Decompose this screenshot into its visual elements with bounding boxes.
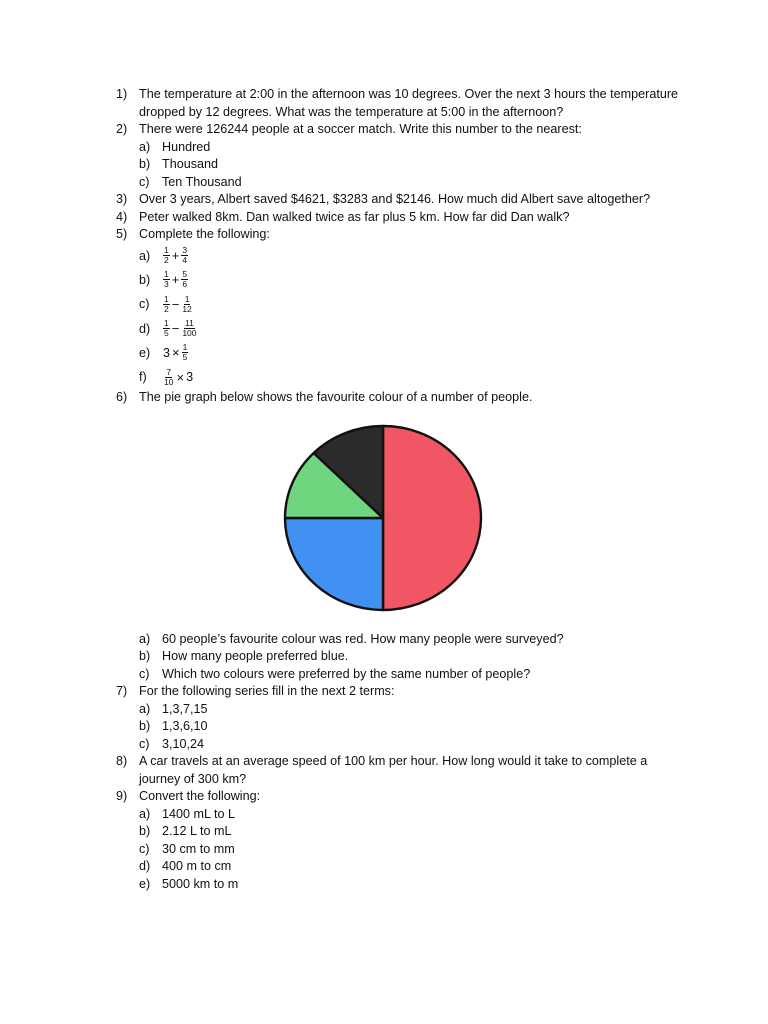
numerator: 1 bbox=[164, 293, 169, 304]
question-9-part-a bbox=[0, 806, 768, 824]
part-label: b) bbox=[139, 272, 151, 287]
part-label: b) bbox=[139, 649, 151, 664]
part-label: d) bbox=[139, 321, 151, 336]
pie-slice-red bbox=[383, 426, 481, 610]
part-label: c) bbox=[139, 666, 150, 681]
denominator: 10 bbox=[164, 376, 174, 387]
fraction bbox=[181, 270, 188, 289]
denominator: 5 bbox=[164, 328, 169, 339]
denominator: 12 bbox=[182, 303, 192, 314]
part-text: 60 people’s favourite colour was red. How many people were surveyed? bbox=[162, 631, 564, 646]
question-text: For the following series fill in the next 2 terms: bbox=[139, 684, 395, 699]
numerator: 11 bbox=[185, 318, 194, 329]
question-number: 2) bbox=[116, 122, 128, 136]
question-number: 6) bbox=[116, 390, 128, 405]
question-text: Over 3 years, Albert saved $4621, $3283 and $2146. How much did Albert save altogether? bbox=[139, 192, 651, 206]
part-text: 2.12 L to mL bbox=[162, 824, 232, 839]
numerator: 1 bbox=[164, 318, 169, 329]
question-8 bbox=[0, 753, 768, 788]
question-text: The pie graph below shows the favourite colour of a number of people. bbox=[139, 390, 533, 405]
part-text: Ten Thousand bbox=[162, 174, 242, 189]
question-text: A car travels at an average speed of 100 km per hour. How long would it take to complete a journey of 300 km? bbox=[139, 754, 648, 786]
operator: − bbox=[171, 321, 180, 337]
numerator: 1 bbox=[184, 293, 190, 304]
pie-chart bbox=[270, 415, 496, 621]
part-text: 1400 mL to L bbox=[162, 806, 236, 821]
question-2-part-c bbox=[0, 174, 768, 192]
question-5-part-b bbox=[0, 268, 768, 292]
fraction bbox=[163, 295, 170, 314]
question-text: There were 126244 people at a soccer match. Write this number to the nearest: bbox=[139, 122, 582, 136]
question-4 bbox=[0, 209, 768, 227]
question-9-part-c bbox=[0, 841, 768, 859]
question-6 bbox=[0, 389, 768, 407]
fraction bbox=[181, 319, 197, 338]
part-text: 30 cm to mm bbox=[162, 841, 235, 856]
question-5-part-e bbox=[0, 341, 768, 365]
question-text: Peter walked 8km. Dan walked twice as far plus 5 km. How far did Dan walk? bbox=[139, 209, 570, 224]
part-label: a) bbox=[139, 806, 151, 821]
question-5 bbox=[0, 226, 768, 244]
operator: × bbox=[172, 345, 180, 361]
question-2-part-b bbox=[0, 156, 768, 174]
pie-slice-blue bbox=[285, 518, 383, 610]
question-2 bbox=[0, 121, 768, 139]
part-text: Thousand bbox=[162, 157, 219, 171]
question-text: The temperature at 2:00 in the afternoon was 10 degrees. Over the next 3 hours the temperature dropped by 12 degrees. What was the temperature at 5:00 in the afternoon? bbox=[139, 87, 679, 119]
fraction bbox=[181, 246, 188, 265]
part-label: e) bbox=[139, 345, 151, 360]
question-number: 4) bbox=[116, 209, 128, 224]
part-label: c) bbox=[139, 736, 150, 751]
question-7-part-b bbox=[0, 718, 768, 736]
numerator: 1 bbox=[164, 245, 169, 256]
part-label: a) bbox=[139, 139, 151, 154]
part-text: Which two colours were preferred by the same number of people? bbox=[162, 666, 531, 681]
worksheet bbox=[0, 86, 768, 893]
fraction bbox=[163, 368, 174, 387]
question-number: 1) bbox=[116, 87, 128, 101]
part-label: c) bbox=[139, 297, 150, 312]
denominator: 100 bbox=[182, 328, 197, 339]
operator: × bbox=[176, 369, 185, 385]
question-5-part-d bbox=[0, 316, 768, 340]
part-text: 3,10,24 bbox=[162, 736, 205, 751]
part-label: a) bbox=[139, 248, 151, 263]
denominator: 2 bbox=[164, 303, 169, 314]
question-5-part-f bbox=[0, 365, 768, 389]
denominator: 3 bbox=[164, 279, 169, 290]
part-label: b) bbox=[139, 157, 151, 171]
numerator: 5 bbox=[182, 269, 188, 280]
question-3 bbox=[0, 191, 768, 209]
part-label: f) bbox=[139, 370, 147, 385]
part-label: a) bbox=[139, 631, 151, 646]
question-6-part-a bbox=[0, 631, 768, 649]
part-label: d) bbox=[139, 859, 151, 874]
numerator: 1 bbox=[182, 342, 188, 353]
part-text: Hundred bbox=[162, 139, 211, 154]
part-label: e) bbox=[139, 876, 151, 891]
fraction bbox=[163, 246, 170, 265]
numerator: 3 bbox=[182, 245, 188, 256]
operator: + bbox=[171, 248, 180, 264]
denominator: 4 bbox=[182, 255, 188, 266]
numerator: 1 bbox=[164, 269, 169, 280]
part-text: 400 m to cm bbox=[162, 859, 232, 874]
denominator: 6 bbox=[182, 279, 188, 290]
question-number: 9) bbox=[116, 789, 128, 804]
question-1 bbox=[0, 86, 768, 121]
question-number: 8) bbox=[116, 754, 128, 769]
part-text: 1,3,6,10 bbox=[162, 719, 208, 734]
fraction bbox=[181, 295, 192, 314]
part-label: c) bbox=[139, 174, 150, 189]
question-5-part-a bbox=[0, 244, 768, 268]
fraction bbox=[163, 319, 170, 338]
denominator: 2 bbox=[164, 255, 169, 266]
pie-chart-container bbox=[0, 407, 768, 631]
part-text: How many people preferred blue. bbox=[162, 649, 349, 664]
part-label: a) bbox=[139, 701, 151, 716]
operator: − bbox=[171, 296, 180, 312]
question-number: 5) bbox=[116, 227, 128, 241]
question-7-part-c bbox=[0, 736, 768, 754]
part-label: c) bbox=[139, 841, 150, 856]
part-label: b) bbox=[139, 719, 151, 734]
question-6-part-b bbox=[0, 648, 768, 666]
whole-number: 3 bbox=[163, 345, 171, 360]
question-number: 3) bbox=[116, 192, 128, 206]
numerator: 7 bbox=[166, 366, 172, 377]
question-number: 7) bbox=[116, 684, 128, 699]
fraction bbox=[163, 270, 170, 289]
question-5-part-c bbox=[0, 292, 768, 316]
part-text: 1,3,7,15 bbox=[162, 701, 208, 716]
fraction bbox=[182, 343, 189, 362]
question-9-part-b bbox=[0, 823, 768, 841]
question-7-part-a bbox=[0, 701, 768, 719]
part-text: 5000 km to m bbox=[162, 876, 239, 891]
operator: + bbox=[171, 272, 180, 288]
question-6-part-c bbox=[0, 666, 768, 684]
question-2-part-a bbox=[0, 139, 768, 157]
question-text: Convert the following: bbox=[139, 789, 261, 804]
question-9-part-e bbox=[0, 876, 768, 894]
question-7 bbox=[0, 683, 768, 701]
whole-number: 3 bbox=[186, 370, 194, 385]
denominator: 5 bbox=[182, 352, 188, 363]
part-label: b) bbox=[139, 824, 151, 839]
question-9-part-d bbox=[0, 858, 768, 876]
question-text: Complete the following: bbox=[139, 227, 270, 241]
question-9 bbox=[0, 788, 768, 806]
